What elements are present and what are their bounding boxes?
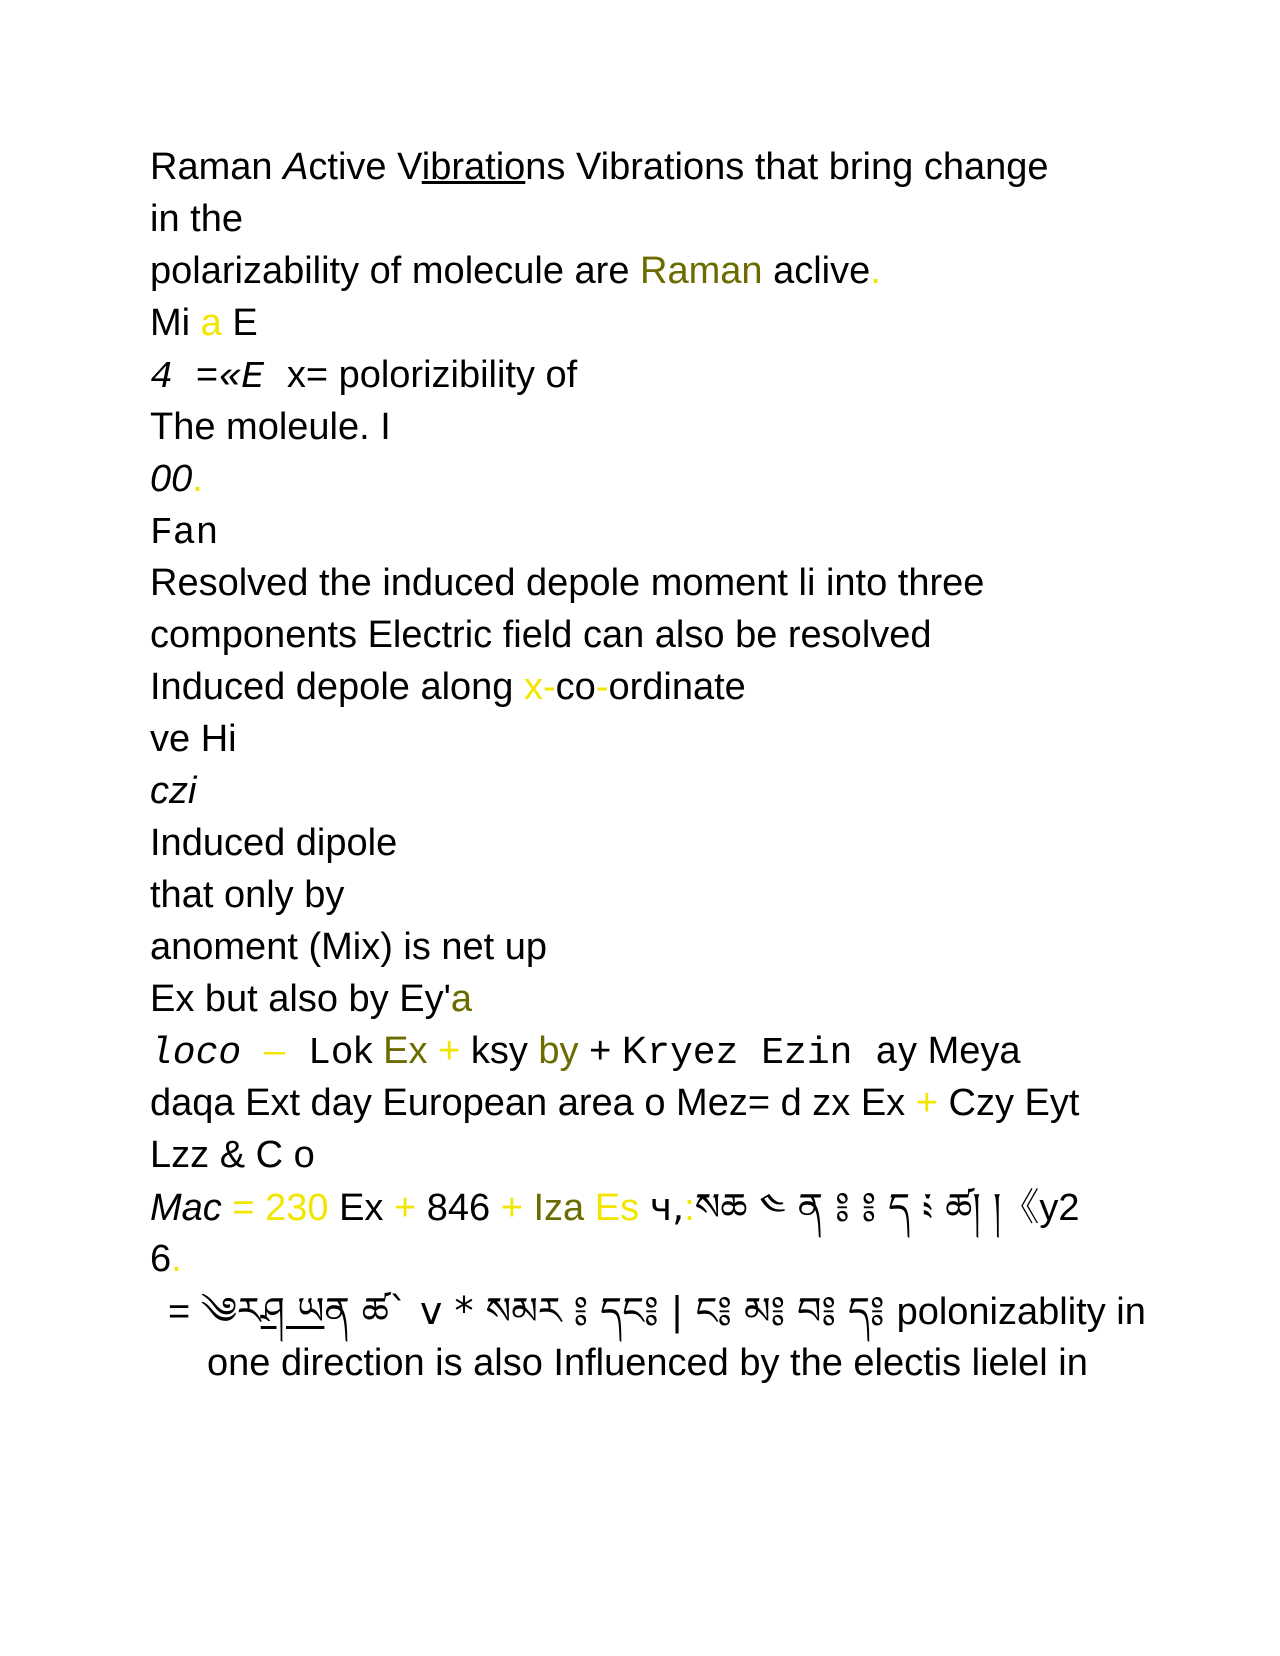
text-segment: 6 — [150, 1238, 172, 1280]
text-segment: = — [168, 1291, 201, 1333]
text-segment: E — [221, 302, 258, 344]
text-segment: Lzz & C o — [150, 1134, 315, 1176]
text-segment: + K — [578, 1030, 648, 1072]
text-segment: The moleule. I — [150, 406, 391, 448]
text-segment: in the — [150, 198, 243, 240]
text-segment: one direction is also Influenced by the electis lielel in — [207, 1342, 1088, 1384]
text-line — [150, 405, 391, 449]
text-segment: + — [500, 1187, 523, 1229]
text-segment: x- — [524, 666, 556, 708]
text-segment: – — [264, 1030, 286, 1072]
text-segment: + — [427, 1030, 471, 1072]
text-segment: Czy Eyt — [937, 1082, 1080, 1124]
text-line — [150, 613, 932, 657]
text-line — [150, 1185, 1079, 1230]
text-line — [168, 1289, 1146, 1334]
text-segment: . — [192, 458, 203, 500]
text-line — [150, 977, 472, 1021]
text-line — [150, 769, 196, 813]
text-line — [150, 197, 243, 241]
text-segment: Ex — [383, 1030, 428, 1072]
text-segment: polonizablity in — [896, 1291, 1146, 1333]
text-segment: y Meya — [898, 1030, 1021, 1072]
text-line — [150, 509, 218, 556]
text-segment: Fan — [150, 512, 219, 555]
text-segment: ryez Ezin a — [647, 1032, 899, 1075]
text-segment: 《y2 — [1001, 1187, 1080, 1229]
text-segment: ༄ར — [200, 1289, 261, 1333]
text-segment: loco — [150, 1032, 265, 1075]
text-segment: components Electric field can also be resolved — [150, 614, 932, 656]
text-segment: 4 =«E — [150, 356, 287, 399]
text-line — [150, 665, 746, 709]
text-segment: Lo — [285, 1032, 354, 1075]
text-line — [150, 353, 577, 400]
text-segment: ve Hi — [150, 718, 237, 760]
text-segment: Raman — [150, 146, 284, 188]
text-line — [150, 457, 203, 501]
text-segment: Ex but also by Ey' — [150, 978, 451, 1020]
text-line — [150, 1133, 315, 1177]
text-segment: Induced dipole — [150, 822, 398, 864]
text-segment: Ex — [328, 1187, 394, 1229]
text-segment: anoment (Mix) is net up — [150, 926, 548, 968]
text-segment: ctive V — [308, 146, 422, 188]
text-line — [150, 925, 547, 969]
text-segment: . — [870, 250, 881, 292]
text-line — [150, 717, 237, 761]
text-segment: སཆ ༤ ན ༔ ༔ ད ༴ ཚ། ། — [694, 1185, 1002, 1229]
text-line — [150, 301, 258, 345]
text-segment: Es — [584, 1187, 640, 1229]
text-segment: Raman — [640, 250, 763, 292]
text-segment: x= polorizibility of — [286, 354, 578, 396]
text-segment: Induced depole along — [150, 666, 524, 708]
text-segment: aclive — [762, 250, 871, 292]
text-segment: ч, — [649, 1185, 685, 1229]
text-segment: czi — [150, 770, 197, 812]
text-segment: Iza — [522, 1187, 585, 1229]
text-segment: ཤ ཡ — [260, 1289, 325, 1333]
text-segment — [639, 1187, 650, 1229]
text-segment: Mac — [150, 1187, 222, 1229]
text-segment: by — [538, 1030, 579, 1072]
text-line — [150, 821, 397, 865]
text-segment: polarizability of molecule are — [150, 250, 641, 292]
text-segment: a — [200, 302, 222, 344]
text-segment: a — [450, 978, 472, 1020]
text-segment: : — [684, 1187, 695, 1229]
text-segment: = 230 — [221, 1187, 329, 1229]
text-segment: ns Vibrations that bring change — [525, 146, 1049, 188]
text-segment: co — [555, 666, 596, 708]
text-segment: ན ཚ` v * སམར ༔ དང༔ | ང༔ མ༔ བ༔ ད༔ — [324, 1289, 897, 1333]
text-segment: k — [353, 1030, 384, 1072]
text-segment: + — [915, 1082, 938, 1124]
text-segment: 00 — [150, 458, 193, 500]
text-line — [150, 249, 881, 293]
text-segment: A — [283, 146, 309, 188]
text-segment: - — [595, 666, 609, 708]
text-line — [150, 1081, 1079, 1125]
text-line — [150, 1029, 1021, 1076]
text-line — [150, 561, 984, 605]
text-segment: 846 — [416, 1187, 501, 1229]
text-segment: Mi — [150, 302, 201, 344]
text-line — [207, 1341, 1088, 1385]
text-segment: that only by — [150, 874, 345, 916]
text-segment: ibratio — [421, 146, 526, 188]
text-segment: Resolved the induced depole moment li into three — [150, 562, 985, 604]
text-segment: ordinate — [608, 666, 746, 708]
text-line — [150, 873, 344, 917]
text-line — [150, 1237, 182, 1281]
text-line — [150, 145, 1049, 189]
text-segment: . — [171, 1238, 182, 1280]
text-segment: daqa Ext day European area o Mez= d zx Ex — [150, 1082, 916, 1124]
text-segment: + — [393, 1187, 417, 1229]
text-segment: ksy — [470, 1030, 539, 1072]
